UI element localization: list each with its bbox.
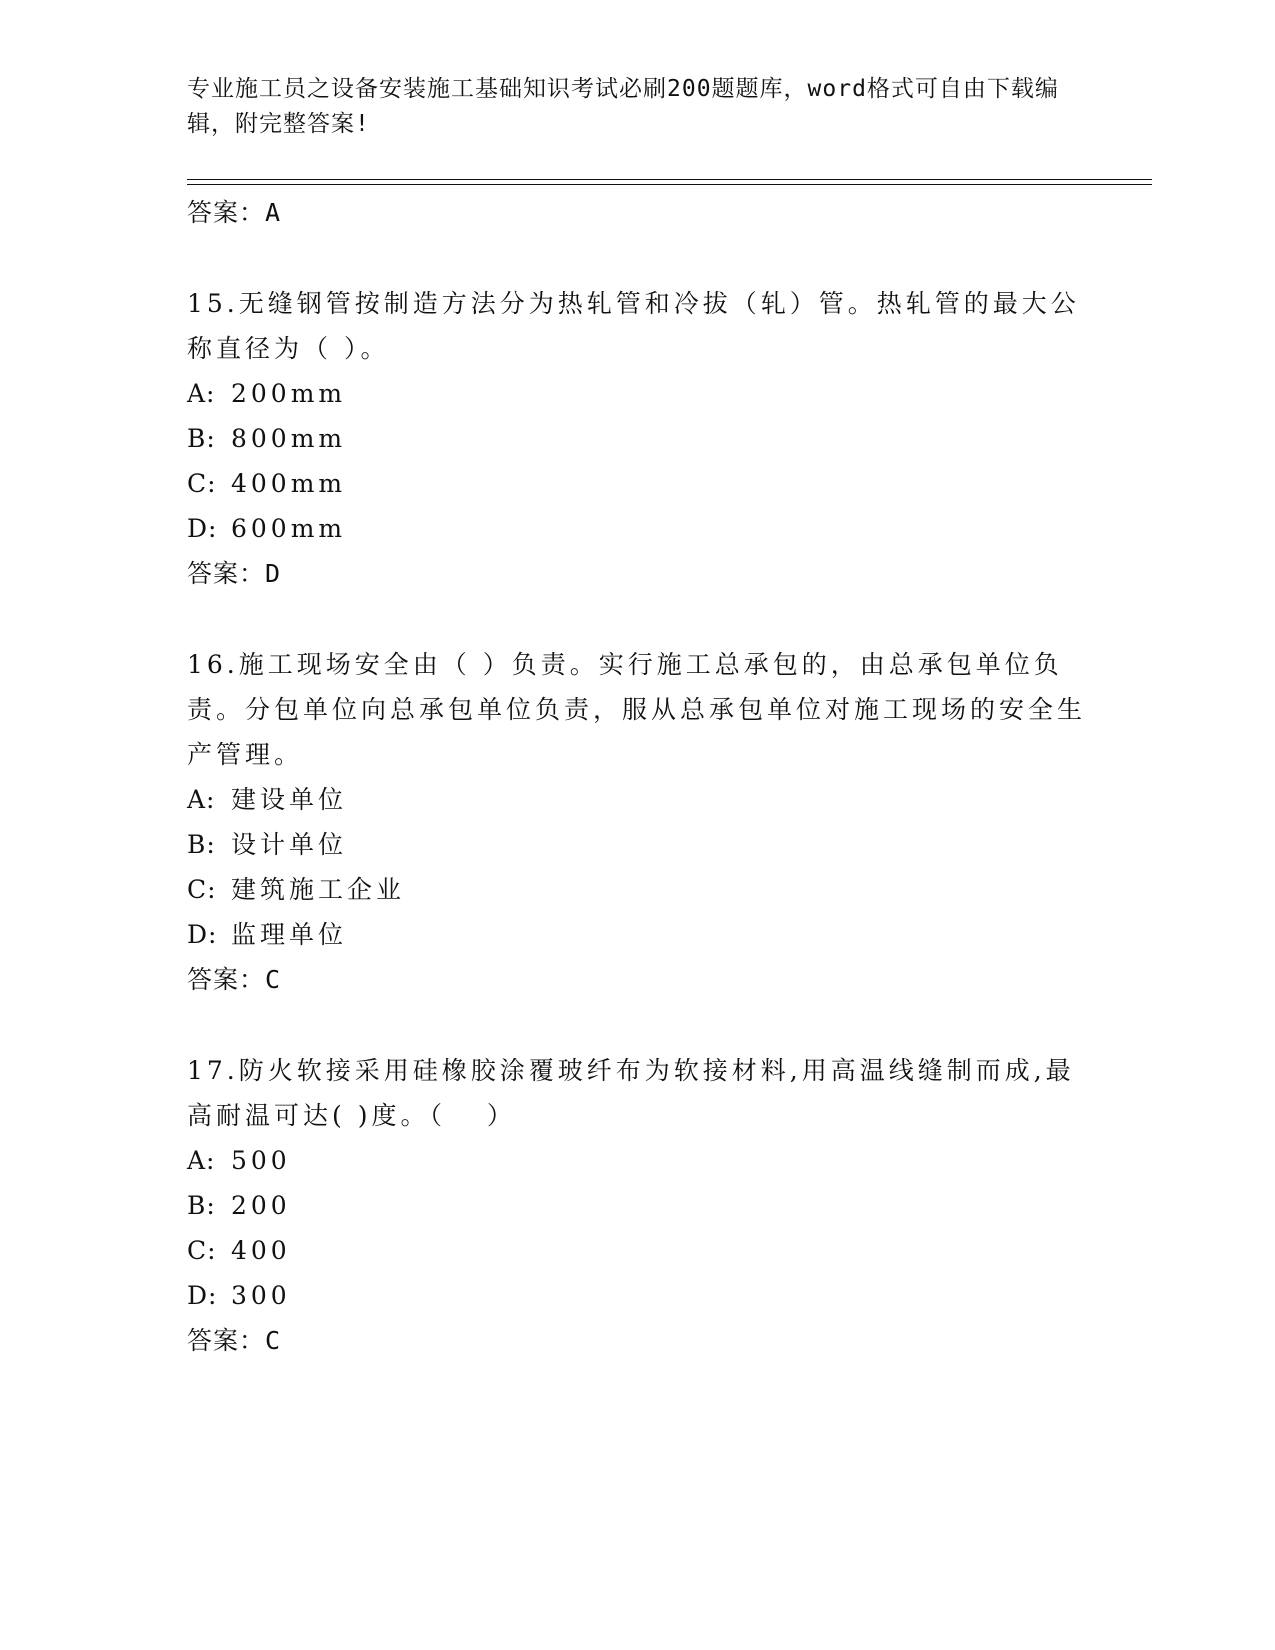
option-text: 600mm xyxy=(231,514,347,543)
option-item xyxy=(187,371,1087,416)
option-letter: B: xyxy=(187,424,216,453)
option-item xyxy=(187,1228,1087,1273)
option-letter: A: xyxy=(187,379,216,408)
option-letter: D: xyxy=(187,920,218,949)
option-item xyxy=(187,461,1087,506)
question-text: 15.无缝钢管按制造方法分为热轧管和冷拔（轧）管。热轧管的最大公称直径为（ ）。 xyxy=(187,289,1080,363)
question-list xyxy=(187,190,1087,1364)
option-letter: B: xyxy=(187,830,216,859)
option-item xyxy=(187,867,1087,912)
option-letter: D: xyxy=(187,514,218,543)
option-letter: C: xyxy=(187,1236,217,1265)
question-item xyxy=(187,1048,1087,1364)
option-text: 300 xyxy=(231,1281,291,1310)
answer-line: 答案：C xyxy=(187,965,282,994)
option-item xyxy=(187,416,1087,461)
question-item xyxy=(187,642,1087,1003)
option-letter: B: xyxy=(187,1191,216,1220)
answer-line: 答案：C xyxy=(187,1326,282,1355)
option-item xyxy=(187,1138,1087,1183)
option-item xyxy=(187,506,1087,551)
question-item xyxy=(187,281,1087,597)
option-item xyxy=(187,1183,1087,1228)
answer-line: 答案：A xyxy=(187,198,282,227)
option-text: 400mm xyxy=(231,469,347,498)
option-letter: C: xyxy=(187,469,217,498)
question-text: 16.施工现场安全由（ ）负责。实行施工总承包的，由总承包单位负责。分包单位向总承包单位负责，服从总承包单位对施工现场的安全生产管理。 xyxy=(187,650,1087,769)
option-text: 500 xyxy=(231,1146,291,1175)
option-text: 200 xyxy=(231,1191,291,1220)
option-item xyxy=(187,1273,1087,1318)
option-text: 800mm xyxy=(231,424,347,453)
header-divider-top xyxy=(187,179,1152,180)
option-item xyxy=(187,777,1087,822)
option-letter: D: xyxy=(187,1281,218,1310)
option-text: 监理单位 xyxy=(231,920,348,949)
option-letter: A: xyxy=(187,785,216,814)
option-letter: C: xyxy=(187,875,217,904)
answer-line: 答案：D xyxy=(187,559,282,588)
question-text: 17.防火软接采用硅橡胶涂覆玻纤布为软接材料,用高温线缝制而成,最高耐温可达( )度。（ ） xyxy=(187,1056,1075,1130)
option-text: 200mm xyxy=(231,379,347,408)
document-header: 专业施工员之设备安装施工基础知识考试必刷200题题库，word格式可自由下载编辑，附完整答案! xyxy=(187,76,1059,137)
option-letter: A: xyxy=(187,1146,216,1175)
option-text: 建设单位 xyxy=(231,785,348,814)
option-text: 400 xyxy=(231,1236,291,1265)
option-item xyxy=(187,822,1087,867)
option-item xyxy=(187,912,1087,957)
header-divider-bottom xyxy=(187,184,1152,185)
option-text: 设计单位 xyxy=(231,830,348,859)
option-text: 建筑施工企业 xyxy=(231,875,406,904)
